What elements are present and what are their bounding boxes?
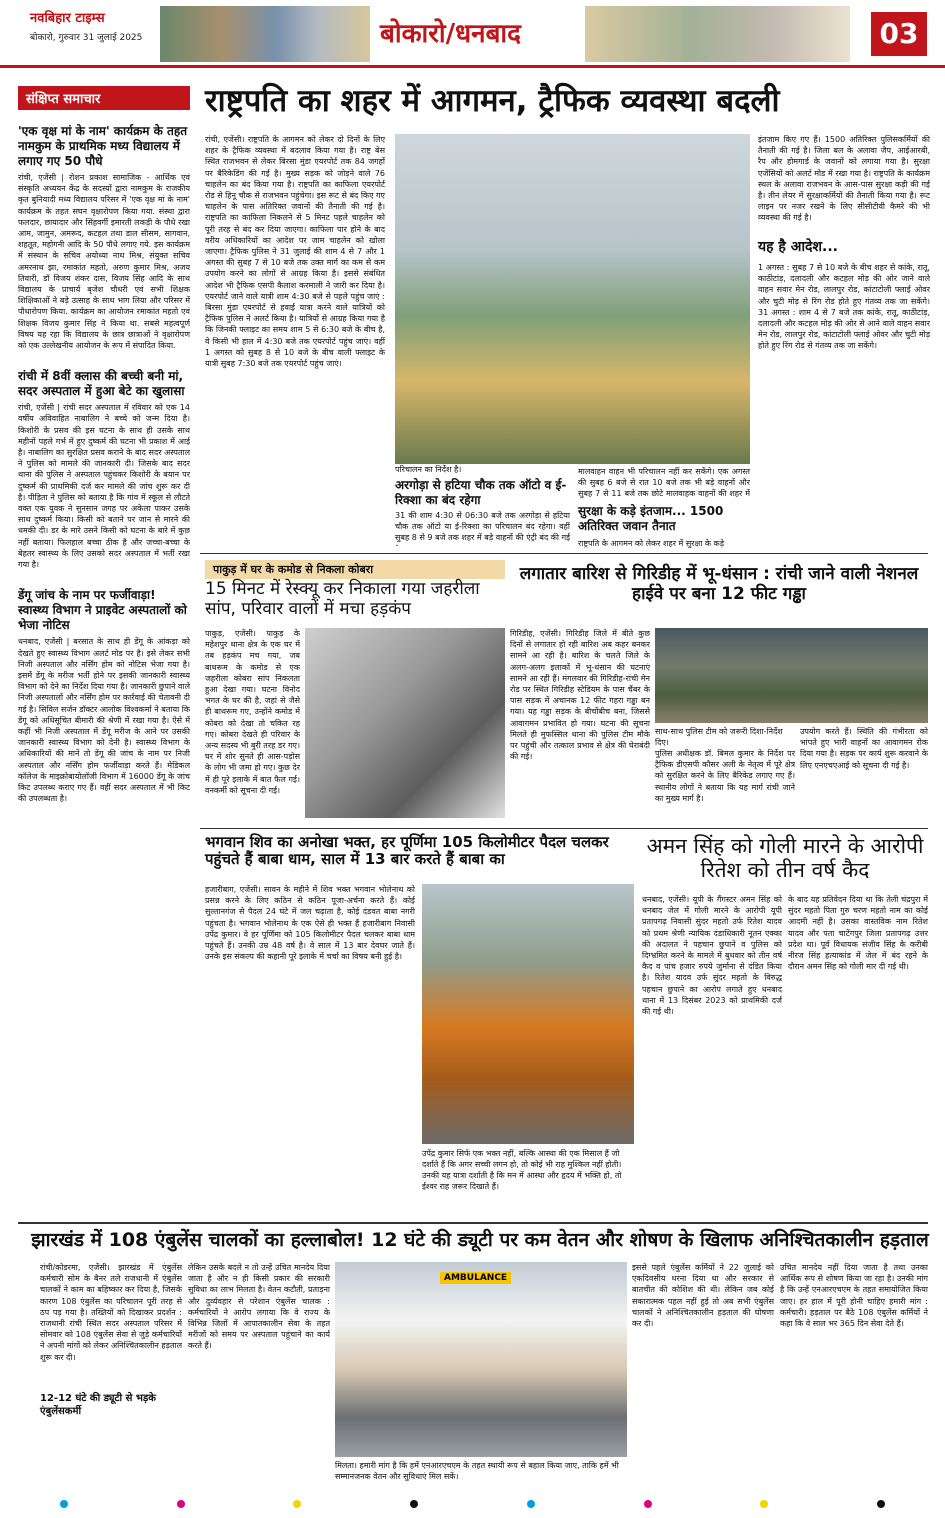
page-number: 03 (871, 12, 927, 56)
rain-body-col1: गिरिडीह, एजेंसी। गिरिडीह जिले में बीते कुछ दिनों से लगातार हो रही बारिश अब कहर बनकर सामने आ रही है। बारिश के चलते जिले के अलग-अलग इलाकों में भू-धंसान की घटनाएं सामने आ रही हैं। मंगलवार की गिरिडीह-रांची मेन रोड पर स्थित गिरिडीह स्टेडियम के पास चैंबर के पास सड़क में अचानक 12 फीट गहरा गड्ढा बन गया। यह गड्ढा सड़क के बीचोंबीच बना, जिससे आवागमन प्रभावित हो गया। घटना की सूचना मिलते ही मुफस्सिल थाना की पुलिस टीम मौके पर पहुंची और तत्काल प्रभाव से क्षेत्र की घेराबंदी की गई। (510, 629, 650, 762)
black-mark (410, 1500, 418, 1508)
ambulance-body-col3: इससे पहले एंबुलेंस कर्मियों ने 22 जुलाई को एकदिवसीय धरना दिया था और सरकार से बातचीत की कोशिश की थी। लेकिन जब कोई सकारात्मक पहल नहीं हुई तो अब सभी एंबुलेंस चालकों ने अनिश्चितकालीन हड़ताल की घोषणा कर दी। (632, 1263, 774, 1329)
brief-title: डेंगू जांच के नाम पर फर्जीवाड़ा! स्वास्थ्य विभाग ने प्राइवेट अस्पतालों को भेजा नोटिस (18, 588, 187, 633)
ambulance-body-col2: लेकिन उसके बदले न तो उन्हें उचित मानदेय दिया जाता है और न ही किसी प्रकार की सरकारी सुविधा का लाभ मिलता है। वेतन कटौती, प्रताड़ना और दुर्व्यवहार से परेशान एंबुलेंस चालक : कर्मचारियों ने आरोप लगाया कि वे राज्य के विभिन्न जिलों में आपातकालीन सेवा के तहत मरीजों को समय पर अस्पताल पहुंचाने का कार्य करते हैं। (188, 1263, 330, 1351)
photo-caption: उपेंद्र कुमार सिर्फ एक भक्त नहीं, बल्कि आस्था की एक मिसाल हैं जो दर्शाते हैं कि अगर सच्ची लगन हो, तो कोई भी राह मुश्किल नहीं होती। उनकी यह यात्रा दर्शाती है कि मन में आस्था और हृदय में भक्ति हो, तो ईश्वर राह जरूर दिखाते हैं। (422, 1149, 622, 1191)
lead-body-col3: मालवाहन वाहन भी परिचालन नहीं कर सकेंगे। एक अगस्त की सुबह 6 बजे से रात 10 बजे तक भी बड़े वाहनों और सुबह 7 से 11 बजे तक छोटे मालवाहक वाहनों की शहर में (578, 467, 750, 499)
cyan-mark (527, 1500, 535, 1508)
lead-body-col4: इंतजाम किए गए हैं। 1500 अतिरिक्त पुलिसकर्मियों की तैनाती की गई है। जिला बल के अलावा जैप, आईआरबी, रैप और होमगार्ड के जवानों को लगाया गया है। सुरक्षा एजेंसियों को अलर्ट मोड में रखा गया है। राष्ट्रपति के कार्यक्रम स्थल के अलावा राजभवन के आस-पास सुरक्षा कड़ी की गई है। तीन लेयर में सुरक्षाकर्मियों की तैनाती किया गया है। रूट लाइन पर नजर रखने के लिए सीसीटीवी कैमरे की भी व्यवस्था की गई है। (758, 135, 930, 223)
lead-body-col1: रांची, एजेंसी। राष्ट्रपति के आगमन को लेकर दो दिनों के लिए शहर के ट्रैफिक व्यवस्था में बदलाव किया गया है। राष्ट्र बेस स्थित राजभवन से लेकर बिरसा मुंडा एयरपोर्ट तक 84 जगहों पर बैरिकेडिंग की गई है। मुख्य सड़क को जोड़ने वाले 76 चाहलेन का बंद किया गया है। राष्ट्रपति का काफिला एयरपोर्ट रोड से हिनू चौक से राजभवन पहुंचेगा। इस रूट से बंद किए गए चाहलेन के पास अतिरिक्त जवानों की तैनाती की गई है। राष्ट्रपति का काफिला निकलने से 5 मिनट पहले चाहलेन को पूरी तरह से बंद कर दिया जाएगा। काफिला पार होने के बाद वरीय अधिकारियों का आदेश पर जाम चाहलेन को खोला जाएगा। ट्रैफिक पुलिस ने 31 जुलाई की शाम 4 से 7 और 1 अगस्त की सुबह 7 से 10 बजे तक उक्त मार्ग का कम से कम उपयोग करने का लोगों से आग्रह किया है। इससे संबंधित आदेश भी ट्रैफिक एसपी कैलाश करमाली ने जारी कर दिया है। एयरपोर्ट जाने वाले यात्री शाम 4:30 बजे से पहले पहुंच जाएं : बिरसा मुंडा एयरपोर्ट से हवाई यात्रा करने वाले यात्रियों को ट्रैफिक पुलिस ने अलर्ट किया है। यात्रियों से आग्रह किया गया है कि जिनकी फ्लाइट का समय शाम 5 से 6:30 बजे के बीच है, वे किसी भी हाल में 4:30 बजे तक एयरपोर्ट पहुंच जाएं। वहीं 1 अगस्त को सुबह 8 से 10 बजे के बीच वाली फ्लाइट के यात्री सुबह 7:30 बजे तक एयरपोर्ट पहुंच जाएं। (205, 135, 385, 369)
brief-body: धनबाद, एजेंसी | बरसात के साथ ही डेंगू के आंकड़ा को देखते हुए स्वास्थ्य विभाग अलर्ट मोड पर है। इसे लेकर सभी निजी अस्पताल और नर्सिंग होम को नोटिस भेजा गया है। इसमें डेंगू के मरीज भर्ती होने पर इसकी जानकारी स्वास्थ्य विभाग को देने का निर्देश दिया गया है। जानकारी छुपाने वाले निजी अस्पतालों और नर्सिंग होम पर कार्रवाई की चेतावनी दी गई है। सिविल सर्जन डॉक्टर आलोक विश्वकर्मा ने बताया कि डेंगू को अधिसूचित बीमारी की श्रेणी में रखा गया है। ऐसे में कहीं भी निजी अस्पताल में डेंगू मरीज के आने पर उसकी जानकारी स्वास्थ्य विभाग को देनी है। स्वास्थ्य विभाग के अधिकारियों की मानें तो डेंगू की जांच के नाम पर निजी अस्पताल और नर्सिंग होम फर्जीवाड़ा करते हैं। मेडिकल कॉलेज के माइक्रोबायोलॉजी विभाग में 16000 डेंगू के जांच किट उपलब्ध कराए गए हैं। वहीं सदर अस्पताल में भी किट की उपलब्धता है। (18, 637, 190, 804)
sidebar-heading: संक्षिप्त समाचार (18, 86, 190, 110)
ambulance-sign: AMBULANCE (440, 1272, 511, 1284)
brief-body: रांची, एजेंसी | रोशन प्रकाश सामाजिक - आर्थिक एवं संस्कृति अध्ययन केंद्र के सदस्यों द्वारा नामकुम के राजकीय कृत बुनियादी मध्य विद्यालय परिसर में 'एक वृक्ष मां के नाम' कार्यक्रम के तहत सघन वृक्षारोपण किया गया. संस्था द्वारा फलदार, छायादार और सिंहवर्गी इमारती लकड़ी के पौधे रखा आम, जामुन, अमरूद, कटहल तथा डाल सीसम, सागवान, शहतूत, महोगनी आदि के 50 पौधे लगाए गये. इस कार्यक्रम में संस्थान के सचिव अयोध्या नाथ मिश्र, संयुक्त सचिव अमरनाथ झा, रमाकांत महतो, अरुण कुमार मिश्र, अजय तिवारी, डॉ विजय शंकर दास, विजय सिंह आदि के साथ विद्यालय के प्राचार्य बृजेश चौधरी एवं सभी शिक्षक शिक्षिकाओं ने बड़े उत्साह के साथ भाग लिया और परिसर में पौधारोपण किया. कार्यक्रम का आयोजन रमाकांत महतो एवं शिक्षक विजय कुमार सिंह ने किया था. सबसे महत्वपूर्ण विषय यह रहा कि विद्यालय के छात्र छात्राओं ने वृक्षारोपण को एक उल्लेखनीय आयोजन के रूप में संपादित किया. (18, 173, 190, 351)
aman-body-col1: धनबाद, एजेंसी। यूपी के गैंगस्टर अमन सिंह को धनबाद जेल में गोली मारने के आरोपी यूपी प्रतापगढ़ निवासी सुंदर महतो उर्फ रितेश यादव को प्रथम श्रेणी न्यायिक दंडाधिकारी नूतन एक्का की अदालत ने पहचान छुपाने व पुलिस को दिग्भ्रमित करने के मामले में बुधवार को तीन वर्ष कैद व पांच हजार रुपये जुर्माना से दंडित किया है। रितेश यादव उर्फ सुंदर महतो के विरुद्ध पहचान छुपाने का आरोप लगाते हुए धनबाद थाना में 13 दिसंबर 2023 को प्राथमिकी दर्ज की गई थी। (642, 895, 782, 1017)
black-mark (877, 1500, 885, 1508)
road-collapse-photo (655, 628, 928, 723)
header-artwork-right (585, 6, 850, 62)
divider (200, 553, 928, 554)
president-photo (395, 134, 750, 464)
magenta-mark (644, 1500, 652, 1508)
photo-caption: परिचालन का निर्देश है। (395, 465, 462, 474)
lead-body-col4b: 1 अगस्त : सुबह 7 से 10 बजे के बीच शहर से कांके, रातू, काठीटांड़, दलादली और कटहल मोड़ की ओर जाने वाले वाहन सवार मेन रोड, लालपुर रोड, कांटाटोली फ्लाई ओवर और चुटी मोड़ से रिंग रोड होते हुए गंतव्य तक जा सकेंगे। 31 अगस्त : शाम 4 से 7 बजे तक कांके, रातू, काठीटांड़, दलादली और कटहल मोड़ की ओर से आने वाले वाहन सवार मेन रोड, लालपुर रोड, कांटाटोली फ्लाई ओवर और चुटी मोड़ होते हुए रिंग रोड से गंतव्य तक जा सकेंगे। (758, 263, 930, 351)
snake-kicker: पाकुड़ में घर के कमोड से निकला कोबरा (205, 560, 505, 579)
brief-title: 'एक वृक्ष मां के नाम' कार्यक्रम के तहत नामकुम के प्राथमिक मध्य विद्यालय में लगाए गए 50 पौधे (18, 124, 188, 168)
photo-caption: राष्ट्रपति के आगमन को लेकर शहर में सुरक्षा के कड़े (578, 539, 724, 548)
ambulance-body-col4: उचित मानदेय नहीं दिया जाता है तथा उनका आर्थिक रूप से शोषण किया जा रहा है। उनकी मांग है कि उन्हें एनआरएचएम के तहत समायोजित किया जाए। हर हाल में पूरी होनी चाहिए हमारी मांग : कर्मचारी। हड़ताल पर बैठे 108 एंबुलेंस कर्मियों ने कहा कि वे साल भर 365 दिन सेवा देते हैं। (780, 1263, 928, 1329)
divider (200, 828, 928, 829)
cyan-mark (60, 1500, 68, 1508)
shiva-body-col1: हजारीबाग, एजेंसी। सावन के महीने में शिव भक्त भगवान भोलेनाथ को प्रसन्न करने के लिए कठिन से कठिन पूजा-अर्चना करते हैं। कोई सुल्तानगंज से पैदल 24 घंटे में जल चढ़ाता है, कोई दंडवत बाबा नगरी पहुंचता है। भगवान भोलेनाथ के एक ऐसे ही भक्त हैं हजारीबाग निवासी उपेंद्र कुमार। वे हर पूर्णिमा को 105 किलोमीटर पैदल चलकर बाबा धाम पहुंचते हैं। उनकी उम्र 48 वर्ष है। वे साल में 13 बार देवघर जाते हैं। उनके इस संकल्प की कहानी पूरे इलाके में चर्चा का विषय बनी हुई है। (205, 885, 415, 962)
lead-body-col2: 31 की शाम 4:30 से 06:30 बजे तक अरगोड़ा से हटिया चौक तक ऑटो या ई-रिक्शा का परिचालन बंद रहेगा। वहीं सुबह 8 से 9 बजे तक शहर में बड़े वाहनों की एंट्री बंद की गई (395, 511, 570, 543)
magenta-mark (177, 1500, 185, 1508)
snake-headline: 15 मिनट में रेस्क्यू कर निकाला गया जहरीला सांप, परिवार वालों में मचा हड़कंप (205, 579, 480, 619)
shiva-headline: भगवान शिव का अनोखा भक्त, हर पूर्णिमा 105 किलोमीटर पैदल चलकर पहुंचते हैं बाबा धाम, साल में 13 बार करते हैं बाबा का (205, 833, 609, 869)
photo-caption: साथ-साथ पुलिस टीम को जरूरी दिशा-निर्देश दिए। (655, 727, 783, 747)
brand (30, 8, 142, 43)
cobra-photo (305, 628, 505, 818)
aman-headline: अमन सिंह को गोली मारने के आरोपी रितेश को तीन वर्ष कैद (646, 834, 924, 883)
yellow-mark (293, 1500, 301, 1508)
masthead (0, 0, 945, 68)
yellow-mark (760, 1500, 768, 1508)
brief-body: रांची, एजेंसी | रांची सदर अस्पताल में रविवार को एक 14 वर्षीय अविवाहित नाबालिग ने बच्चे को जन्म दिया है। किशोरी के प्रसव की इस घटना के साथ ही उसके साथ महीनों पहले गर्भ में हुए दुष्कर्म की घटना भी प्रकाश में आई है। नाबालिग का सुरक्षित प्रसव कराने के बाद सदर अस्पताल ने पुलिस को मामले की जानकारी दी। जिसके बाद सदर थाना की पुलिस ने अस्पताल पहुंचकर किशोरी के बयान पर दुष्कर्म की प्राथमिकी दर्ज कर मामले की जांच शुरू कर दी है। पीड़िता ने पुलिस को बताया है कि गांव में स्कूल से लौटते वक्त एक युवक ने सुनसान जगह पर अकेला पाकर उसके साथ दुष्कर्म किया। किसी को बताने पर जान से मारने की धमकी दी। डर के मारे उसने किसी को घटना के बारे में कुछ नहीं बताया। फिलहाल बच्चा ठीक है और जच्चा-बच्चा के बेहतर स्वास्थ्य के लिए उसको सदर अस्पताल में भर्ती रखा गया है। (18, 403, 190, 570)
edition-date: बोकारो, गुरुवार 31 जुलाई 2025 (30, 33, 143, 43)
lead-subhead: सुरक्षा के कड़े इंतजाम... 1500 अतिरिक्त जवान तैनात (578, 504, 724, 533)
rain-body-col3: उपयोग करते हैं। स्थिति की गंभीरता को भांपते हुए भारी वाहनों का आवागमन रोक दिया गया है। सड़क पर कार्य शुरू करवाने के लिए एनएचएआई को सूचना दी गई है। (800, 727, 928, 770)
brand-name: नवबिहार टाइम्स (30, 11, 105, 26)
header-artwork-left (160, 6, 370, 62)
ambulance-headline: झारखंड में 108 एंबुलेंस चालकों का हल्लाबोल! 12 घंटे की ड्यूटी पर कम वेतन और शोषण के खिलाफ अनिश्चितकालीन हड़ताल (31, 1229, 929, 1251)
ambulance-protest-photo (335, 1262, 627, 1457)
devotee-photo (422, 884, 634, 1144)
ambulance-subhead: 12-12 घंटे की ड्यूटी से भड़के एंबुलेंसकर्मी (40, 1393, 156, 1417)
photo-caption: मिलता। हमारी मांग है कि हमें एनआरएचएम के तहत स्थायी रूप से बहाल किया जाए, ताकि हमें भी सम्मानजनक वेतन और सुविधाएं मिल सकें। (335, 1461, 619, 1481)
lead-subhead: अरगोड़ा से हटिया चौक तक ऑटो व ई-रिक्शा का बंद रहेगा (395, 478, 567, 507)
divider (18, 1222, 928, 1224)
ambulance-body-col1: रांची/कोडरमा, एजेंसी। झारखंड में एंबुलेंस कर्मचारी सोम के बैनर तले राजधानी में एंबुलेंस चालकों ने काम का बहिष्कार कर दिया है, जिसके कारण 108 एंबुलेंस का परिचालन पूरी तरह से ठप पड़ गया है। तख्तियों को दिखाकर प्रदर्शन : राजधानी रांची स्थित सदर अस्पताल परिसर में सोमवार को 108 एंबुलेंस सेवा से जुड़े कर्मचारियों ने अपनी मांगों को लेकर अनिश्चितकालीन हड़ताल शुरू कर दी। (40, 1263, 182, 1362)
lead-subhead: यह है आदेश... (758, 239, 838, 255)
print-color-marks (60, 1500, 885, 1508)
rain-body-col2: पुलिस अधीक्षक डॉ. बिमल कुमार के निर्देश पर ट्रैफिक डीएसपी कौसर अली के नेतृत्व में पूरे क्षेत्र को सुरक्षित करने के लिए बैरिकेड लगाए गए हैं। स्थानीय लोगों ने बताया कि यह मार्ग रांची जाने का मुख्य मार्ग है। (655, 749, 795, 803)
lead-headline: राष्ट्रपति का शहर में आगमन, ट्रैफिक व्यवस्था बदली (205, 83, 780, 119)
section-title: बोकारो/धनबाद (380, 19, 521, 49)
snake-body-col1: पाकुड़, एजेंसी। पाकुड़ के महेशपुर थाना क्षेत्र के एक घर में तब हड़कंप मच गया, जब बाथरूम के कमोड से एक जहरीला कोबरा सांप निकलता हुआ देखा गया। घटना विनोद भगत के घर की है, जहां से जैसे ही बाथरूम गए, उन्होंने कमोड में कोबरा को देखा तो चकित रह गए। कोबरा देखते ही परिवार के अन्य सदस्य भी बुरी तरह डर गए। घर में शोर सुनते ही आस-पड़ोस के लोग भी जमा हो गए। कुछ देर में ही पूरे इलाके में बात फैल गई। वनकर्मी को सूचना दी गई। (205, 629, 300, 795)
brief-title: रांची में 8वीं क्लास की बच्ची बनी मां, सदर अस्पताल में हुआ बेटे का खुलासा (18, 369, 185, 399)
rain-headline: लगातार बारिश से गिरिडीह में भू-धंसान : रांची जाने वाली नेशनल हाईवे पर बना 12 फीट गड्ढा (519, 564, 919, 604)
aman-body-col2: के बाद यह प्रतिवेदन दिया था कि तेली चंद्रपुरा में सुंदर महतो पिता गुरु चरण महतो नाम का कोई आदमी नहीं है। उसका वास्तविक नाम रितेश यादव और पता चाटेंगपुर जिला प्रतापगढ़ उत्तर प्रदेश था। पूर्व विधायक संजीव सिंह के करीबी नीरज सिंह हत्याकांड में जेल में बंद रहने के दौरान अमन सिंह को गोली मार दी गई थी। (788, 895, 928, 972)
